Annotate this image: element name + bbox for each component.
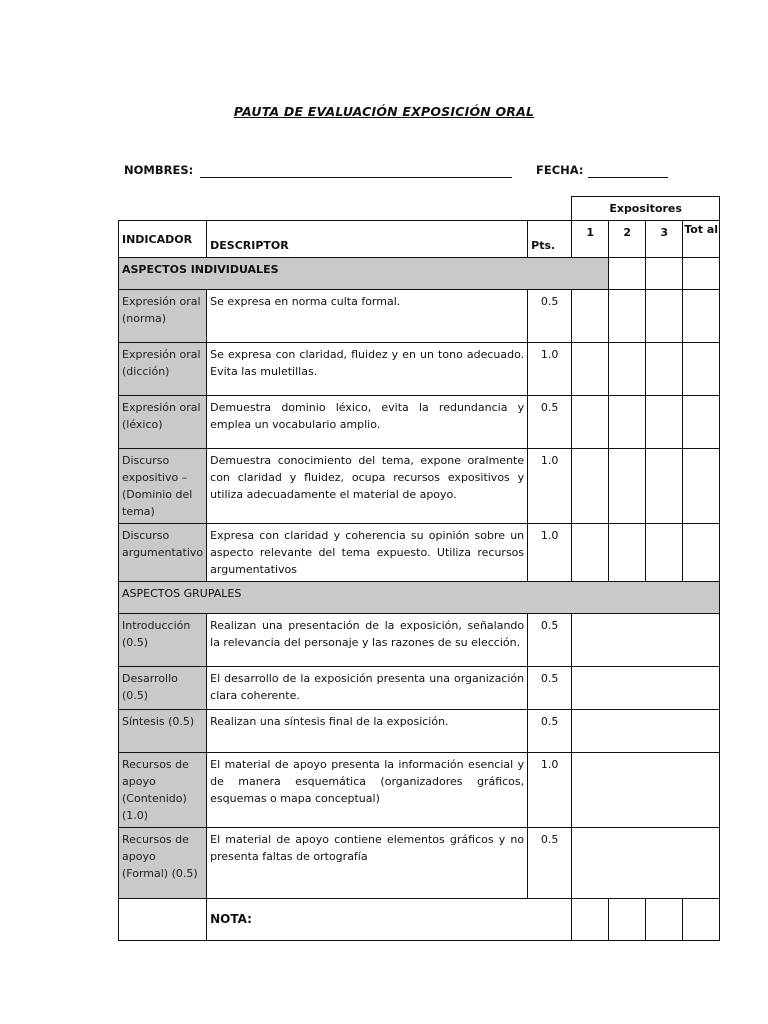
fecha-label: FECHA:: [536, 163, 584, 177]
score-cell[interactable]: [572, 524, 609, 582]
descriptor-cell: Demuestra dominio léxico, evita la redundancia y emplea un vocabulario amplio.: [207, 396, 528, 449]
nota-row: [119, 899, 720, 941]
section-individual-title: ASPECTOS INDIVIDUALES: [119, 258, 609, 290]
indicador-cell: Introducción (0.5): [119, 614, 207, 667]
table-row: [119, 343, 720, 396]
evaluation-table: [118, 196, 720, 941]
score-cell[interactable]: [609, 290, 646, 343]
indicador-cell: Expresión oral (norma): [119, 290, 207, 343]
table-row: [119, 828, 720, 899]
nota-score-cell[interactable]: [572, 899, 609, 941]
expositor-1-header: 1: [572, 221, 609, 258]
score-cell[interactable]: [609, 396, 646, 449]
indicador-cell: Desarrollo (0.5): [119, 667, 207, 710]
pts-cell: 1.0: [528, 343, 572, 396]
score-cell[interactable]: [646, 290, 683, 343]
table-row: [119, 396, 720, 449]
score-cell[interactable]: [572, 343, 609, 396]
score-cell[interactable]: [646, 449, 683, 524]
table-row: [119, 667, 720, 710]
descriptor-cell: Se expresa con claridad, fluidez y en un tono adecuado. Evita las muletillas.: [207, 343, 528, 396]
document-title: PAUTA DE EVALUACIÓN EXPOSICIÓN ORAL: [233, 104, 535, 119]
descriptor-cell: El material de apoyo contiene elementos gráficos y no presenta faltas de ortografía: [207, 828, 528, 899]
score-cell[interactable]: [683, 449, 720, 524]
descriptor-cell: El desarrollo de la exposición presenta una organización clara coherente.: [207, 667, 528, 710]
score-cell[interactable]: [646, 258, 683, 290]
score-cell[interactable]: [609, 449, 646, 524]
score-cell[interactable]: [683, 290, 720, 343]
table-row: [119, 290, 720, 343]
descriptor-cell: Se expresa en norma culta formal.: [207, 290, 528, 343]
group-score-cell[interactable]: [572, 667, 720, 710]
score-cell[interactable]: [683, 343, 720, 396]
score-cell[interactable]: [646, 343, 683, 396]
nota-score-cell[interactable]: [609, 899, 646, 941]
section-grupal-row: [119, 582, 720, 614]
expositor-3-header: 3: [646, 221, 683, 258]
descriptor-cell: Expresa con claridad y coherencia su opinión sobre un aspecto relevante del tema expuesto. Utiliza recursos argumentativos: [207, 524, 528, 582]
group-score-cell[interactable]: [572, 710, 720, 753]
group-score-cell[interactable]: [572, 828, 720, 899]
section-individual-row: [119, 258, 720, 290]
expositores-header: Expositores: [572, 197, 720, 221]
nota-score-cell[interactable]: [646, 899, 683, 941]
expositores-header-row: [119, 197, 720, 221]
descriptor-cell: Realizan una presentación de la exposición, señalando la relevancia del personaje y las razones de su elección.: [207, 614, 528, 667]
indicador-cell: Síntesis (0.5): [119, 710, 207, 753]
table-row: [119, 449, 720, 524]
score-cell[interactable]: [609, 258, 646, 290]
fecha-line[interactable]: [588, 177, 668, 178]
table-row: [119, 614, 720, 667]
table-row: [119, 524, 720, 582]
indicador-cell: Discurso argumentativo: [119, 524, 207, 582]
score-cell[interactable]: [572, 449, 609, 524]
group-score-cell[interactable]: [572, 753, 720, 828]
total-header: Tot al: [683, 221, 720, 258]
pts-cell: 1.0: [528, 753, 572, 828]
indicador-cell: Recursos de apoyo (Contenido) (1.0): [119, 753, 207, 828]
pts-header: Pts.: [528, 221, 572, 258]
indicador-header: INDICADOR: [119, 221, 207, 258]
nota-empty-cell: [119, 899, 207, 941]
nombres-line[interactable]: [200, 177, 512, 178]
group-score-cell[interactable]: [572, 614, 720, 667]
score-cell[interactable]: [683, 396, 720, 449]
pts-cell: 0.5: [528, 667, 572, 710]
section-grupal-title: ASPECTOS GRUPALES: [119, 582, 720, 614]
indicador-cell: Discurso expositivo – (Dominio del tema): [119, 449, 207, 524]
table-row: [119, 710, 720, 753]
pts-cell: 0.5: [528, 614, 572, 667]
indicador-cell: Expresión oral (léxico): [119, 396, 207, 449]
descriptor-header: DESCRIPTOR: [207, 221, 528, 258]
nombres-label: NOMBRES:: [124, 163, 194, 177]
pts-cell: 0.5: [528, 828, 572, 899]
pts-cell: 0.5: [528, 290, 572, 343]
score-cell[interactable]: [609, 524, 646, 582]
nota-label: NOTA:: [207, 899, 572, 941]
descriptor-cell: Realizan una síntesis final de la exposición.: [207, 710, 528, 753]
indicador-cell: Expresión oral (dicción): [119, 343, 207, 396]
nota-score-cell[interactable]: [683, 899, 720, 941]
score-cell[interactable]: [609, 343, 646, 396]
expositor-2-header: 2: [609, 221, 646, 258]
pts-cell: 1.0: [528, 524, 572, 582]
score-cell[interactable]: [683, 524, 720, 582]
column-header-row: [119, 221, 720, 258]
pts-cell: 1.0: [528, 449, 572, 524]
pts-cell: 0.5: [528, 396, 572, 449]
indicador-cell: Recursos de apoyo (Formal) (0.5): [119, 828, 207, 899]
score-cell[interactable]: [646, 524, 683, 582]
score-cell[interactable]: [683, 258, 720, 290]
score-cell[interactable]: [572, 290, 609, 343]
pts-cell: 0.5: [528, 710, 572, 753]
score-cell[interactable]: [572, 396, 609, 449]
score-cell[interactable]: [646, 396, 683, 449]
descriptor-cell: El material de apoyo presenta la información esencial y de manera esquemática (organizadores gráficos, esquemas o mapa conceptual): [207, 753, 528, 828]
descriptor-cell: Demuestra conocimiento del tema, expone oralmente con claridad y fluidez, ocupa recursos expositivos y utiliza adecuadamente el material de apoyo.: [207, 449, 528, 524]
table-row: [119, 753, 720, 828]
